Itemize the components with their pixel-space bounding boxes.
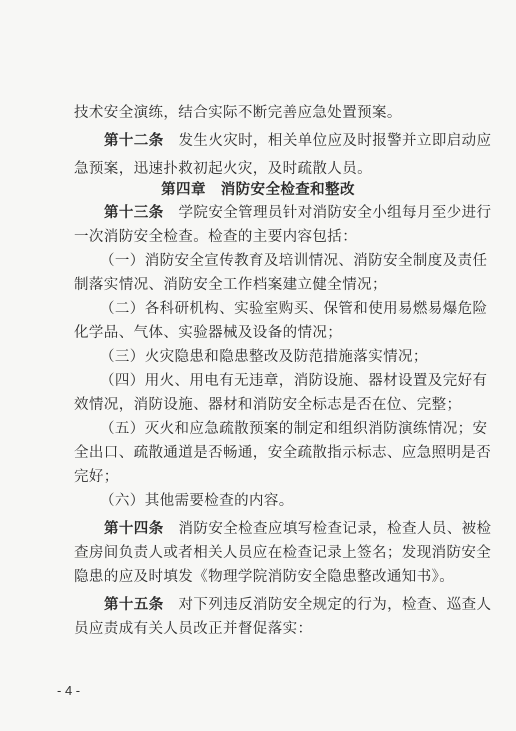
paragraph-line: 化学品、气体、实验器械及设备的情况； [74,325,343,341]
paragraph-line: 查房间负责人或者相关人员应在检查记录上签名；发现消防安全 [74,545,492,561]
paragraph-line: 员应责成有关人员改正并督促落实： [74,621,313,637]
chapter-heading: 第四章 消防安全检查和整改 [161,181,355,198]
page-number: - 4 - [57,683,81,698]
article-14-line: 第十四条 消防安全检查应填写检查记录，检查人员、被检 [104,520,492,537]
article-13-line: 第十三条 学院安全管理员针对消防安全小组每月至少进行 [104,204,492,221]
article-15-line: 第十五条 对下列违反消防安全规定的行为，检查、巡查人 [104,596,492,613]
article-12-line: 第十二条 发生火灾时，相关单位应及时报警并立即启动应 [104,132,492,149]
article-label: 第十二条 [104,132,164,149]
list-item-3: （三）火灾隐患和隐患整改及防范措施落实情况； [100,349,428,365]
paragraph-line: 隐患的应及时填发《物理学院消防安全隐患整改通知书》。 [74,569,455,585]
paragraph-line: 效情况，消防设施、器材和消防安全标志是否在位、完整； [74,397,462,413]
article-label: 第十四条 [104,520,164,537]
paragraph-line: 一次消防安全检查。检查的主要内容包括： [74,229,358,245]
article-label: 第十三条 [104,204,164,221]
list-item-6: （六）其他需要检查的内容。 [100,493,294,509]
list-item-5: （五）灭火和应急疏散预案的制定和组织消防演练情况；安 [100,421,488,437]
paragraph-line: 制落实情况、消防安全工作档案建立健全情况； [74,277,387,293]
paragraph-line: 急预案，迅速扑救初起火灾，及时疏散人员。 [74,161,372,177]
paragraph-line: 全出口、疏散通道是否畅通，安全疏散指示标志、应急照明是否 [74,445,492,461]
article-label: 第十五条 [104,596,164,613]
list-item-2: （二）各科研机构、实验室购买、保管和使用易燃易爆危险 [100,301,488,317]
list-item-1: （一）消防安全宣传教育及培训情况、消防安全制度及责任 [100,253,488,269]
list-item-4: （四）用火、用电有无违章，消防设施、器材设置及完好有 [100,373,488,389]
paragraph-line: 技术安全演练，结合实际不断完善应急处置预案。 [74,105,402,121]
paragraph-line: 完好； [74,469,119,485]
